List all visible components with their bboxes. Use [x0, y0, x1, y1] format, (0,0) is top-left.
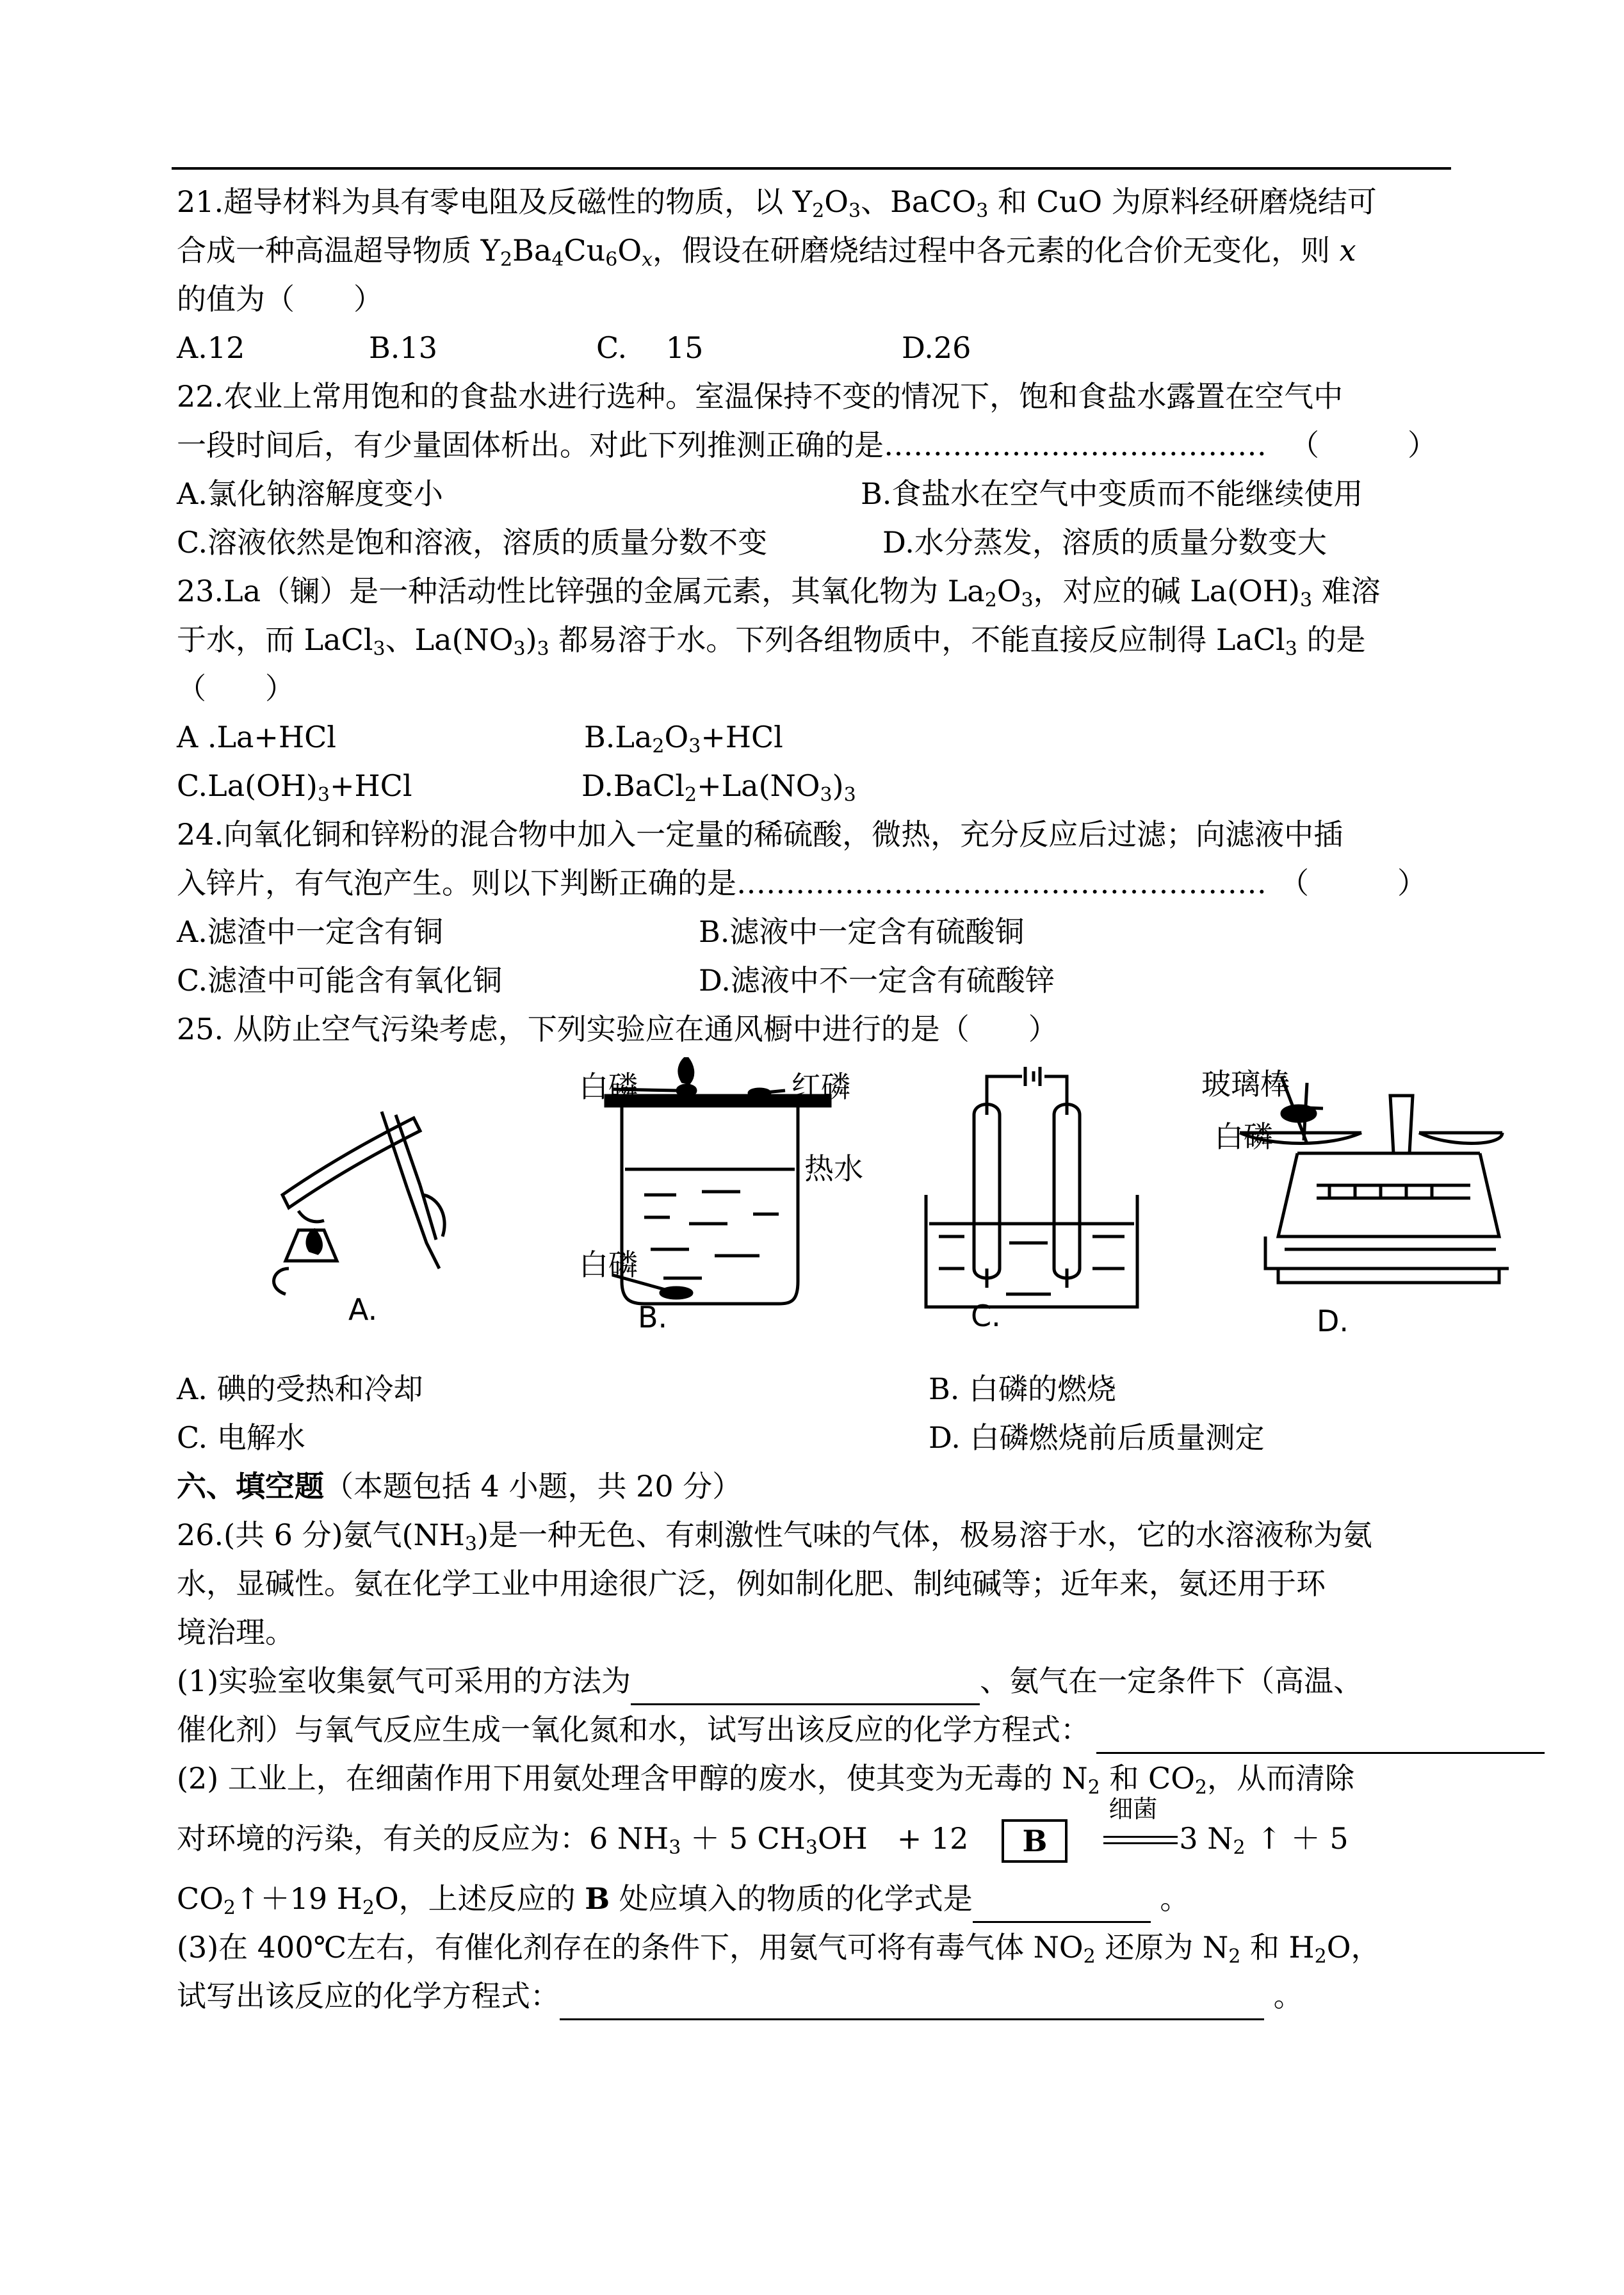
label-white-phosphorus-d: 白磷 — [1214, 1119, 1273, 1154]
q23-options-cd — [177, 761, 1624, 810]
q21-option-a[interactable]: A.12 — [177, 330, 245, 365]
section-six-heading: 六、填空题（本题包括 4 小题，共 20 分） — [177, 1469, 742, 1504]
q22-options-cd — [177, 518, 1624, 567]
q23-option-a[interactable]: A .La+HCl — [177, 720, 337, 754]
q21-line3: 的值为（ ） — [177, 282, 383, 316]
figure-c-electrolysis — [926, 1067, 1137, 1307]
q26-part3-line1: (3)在 400℃左右，有催化剂存在的条件下，用氨气可将有毒气体 $NO_2$ 还原为 $N_2$ 和 $H_2O$， — [177, 1930, 1381, 1968]
label-glass-rod: 玻璃棒 — [1201, 1067, 1290, 1101]
q26-part1-line2: 催化剂）与氧气反应生成一氧化氮和水，试写出该反应的化学方程式： — [177, 1705, 1624, 1754]
q21-option-c[interactable]: C. 15 — [596, 330, 704, 365]
figure-label-b: B. — [638, 1300, 668, 1334]
q22-line2: 一段时间后，有少量固体析出。对此下列推测正确的是………………………………… （ ） — [177, 428, 1437, 462]
q25-option-b[interactable]: B. 白磷的燃烧 — [929, 1372, 1117, 1406]
q23-option-d[interactable]: $D.BaCl_2+La(NO_3)_3$ — [581, 768, 856, 806]
q22-option-c[interactable]: C.溶液依然是饱和溶液，溶质的质量分数不变 — [177, 525, 768, 560]
q25-apparatus-figure — [228, 1057, 1509, 1368]
q26-line1: 26.(共 6 分)氨气$(NH_3)$是一种无色、有刺激性气味的气体，极易溶于水，它的水溶液称为氨 — [177, 1518, 1372, 1555]
figure-a-test-tube — [273, 1112, 444, 1294]
q24-option-d[interactable]: D.滤液中不一定含有硫酸锌 — [699, 963, 1055, 998]
q24-line2: 入锌片，有气泡产生。则以下判断正确的是……………………………………………… （ ） — [177, 866, 1427, 900]
figure-label-a: A. — [348, 1292, 378, 1327]
q26-part3-line2: 试写出该反应的化学方程式： 。 — [177, 1972, 1624, 2020]
q26-collection-method-blank[interactable] — [631, 1669, 980, 1705]
q26-box-b: B — [1002, 1819, 1068, 1863]
q25-options-cd — [177, 1413, 1624, 1462]
q24-option-c[interactable]: C.滤渣中可能含有氧化铜 — [177, 963, 503, 998]
q25-figure — [177, 1053, 1624, 1365]
q24-line1: 24.向氧化铜和锌粉的混合物中加入一定量的稀硫酸，微热，充分反应后过滤；向滤液中插 — [177, 817, 1344, 852]
q26-part2-line2: 对环境的污染，有关的反应为：6 $NH_3 + 5$ $CH_3OH$ + 12 B 细菌 3 $N_2$ ↑ ＋ 5 — [177, 1803, 1624, 1874]
q21-option-b[interactable]: B.13 — [369, 330, 437, 365]
q23-options-ab — [177, 713, 1624, 761]
q26-part2-line1: (2) 工业上，在细菌作用下用氨处理含甲醇的废水，使其变为无毒的 $N_2$ 和 $CO_2$，从而清除 — [177, 1761, 1354, 1799]
label-red-phosphorus: 红磷 — [792, 1069, 850, 1104]
figure-label-c: C. — [971, 1299, 1001, 1333]
q24-option-b[interactable]: B.滤液中一定含有硫酸铜 — [699, 914, 1025, 949]
q25-option-a[interactable]: A. 碘的受热和冷却 — [177, 1372, 423, 1406]
label-white-phosphorus-top: 白磷 — [579, 1069, 638, 1104]
q23-option-b[interactable]: $B.La_2O_3+HCl$ — [584, 720, 783, 758]
q26-equation-blank-1[interactable] — [1096, 1717, 1545, 1754]
reaction-arrow — [1103, 1795, 1179, 1860]
q21-line2: 合成一种高温超导物质 $Y_2Ba_4Cu_6O_x$，假设在研磨烧结过程中各元素的化合价无变化，则 x — [177, 233, 1356, 271]
q26-part2-line3: $CO_2↑+19$ $H_2O$，上述反应的 B 处应填入的物质的化学式是 。 — [177, 1874, 1624, 1923]
q21-line1: 21.超导材料为具有零电阻及反磁性的物质，以 $Y_2O_3$、BaCO$_3$ 和 CuO 为原料经研磨烧结可 — [177, 184, 1377, 222]
q26-line3: 境治理。 — [177, 1615, 295, 1650]
q22-option-d[interactable]: D.水分蒸发，溶质的质量分数变大 — [882, 525, 1327, 560]
label-hot-water: 热水 — [804, 1151, 863, 1186]
top-rule — [172, 167, 1451, 170]
q23-line3: （ ） — [177, 671, 295, 706]
q24-options-ab — [177, 907, 1624, 956]
label-white-phosphorus-bottom: 白磷 — [579, 1247, 638, 1282]
q22-options-ab — [177, 469, 1624, 518]
q26-formula-blank[interactable] — [973, 1886, 1151, 1923]
q26-part1-line1: (1)实验室收集氨气可采用的方法为 、氨气在一定条件下（高温、 — [177, 1657, 1624, 1705]
q26-equation-blank-3[interactable] — [560, 1984, 1264, 2020]
q25-option-c[interactable]: C. 电解水 — [177, 1420, 305, 1455]
figure-label-d: D. — [1317, 1304, 1349, 1338]
exam-content — [177, 177, 1624, 2020]
q24-option-a[interactable]: A.滤渣中一定含有铜 — [177, 914, 443, 949]
q23-line1: 23.La（镧）是一种活动性比锌强的金属元素，其氧化物为 $La_2O_3$，对应的碱 $La(OH)_3$ 难溶 — [177, 574, 1381, 612]
q22-line1: 22.农业上常用饱和的食盐水进行选种。室温保持不变的情况下，饱和食盐水露置在空气中 — [177, 379, 1344, 414]
q25-option-d[interactable]: D. 白磷燃烧前后质量测定 — [929, 1420, 1265, 1455]
q22-option-b[interactable]: B.食盐水在空气中变质而不能继续使用 — [861, 476, 1363, 511]
bacteria-label: 细菌 — [1108, 1795, 1158, 1823]
q25-stem: 25. 从防止空气污染考虑，下列实验应在通风橱中进行的是（ ） — [177, 1012, 1058, 1046]
q26-line2: 水，显碱性。氨在化学工业中用途很广泛，例如制化肥、制纯碱等；近年来，氨还用于环 — [177, 1566, 1326, 1601]
q23-option-c[interactable]: $C.La(OH)_3+HCl$ — [177, 768, 412, 806]
q21-option-d[interactable]: D.26 — [902, 330, 971, 365]
q21-options — [177, 323, 1624, 372]
q24-options-cd — [177, 956, 1624, 1005]
q22-option-a[interactable]: A.氯化钠溶解度变小 — [177, 476, 443, 511]
figure-d-balance — [1240, 1076, 1509, 1283]
q23-line2: 于水，而 LaCl$_3$、$La(NO_3)_3$ 都易溶于水。下列各组物质中，不能直接反应制得 LaCl$_3$ 的是 — [177, 622, 1366, 660]
q25-options-ab — [177, 1365, 1624, 1413]
